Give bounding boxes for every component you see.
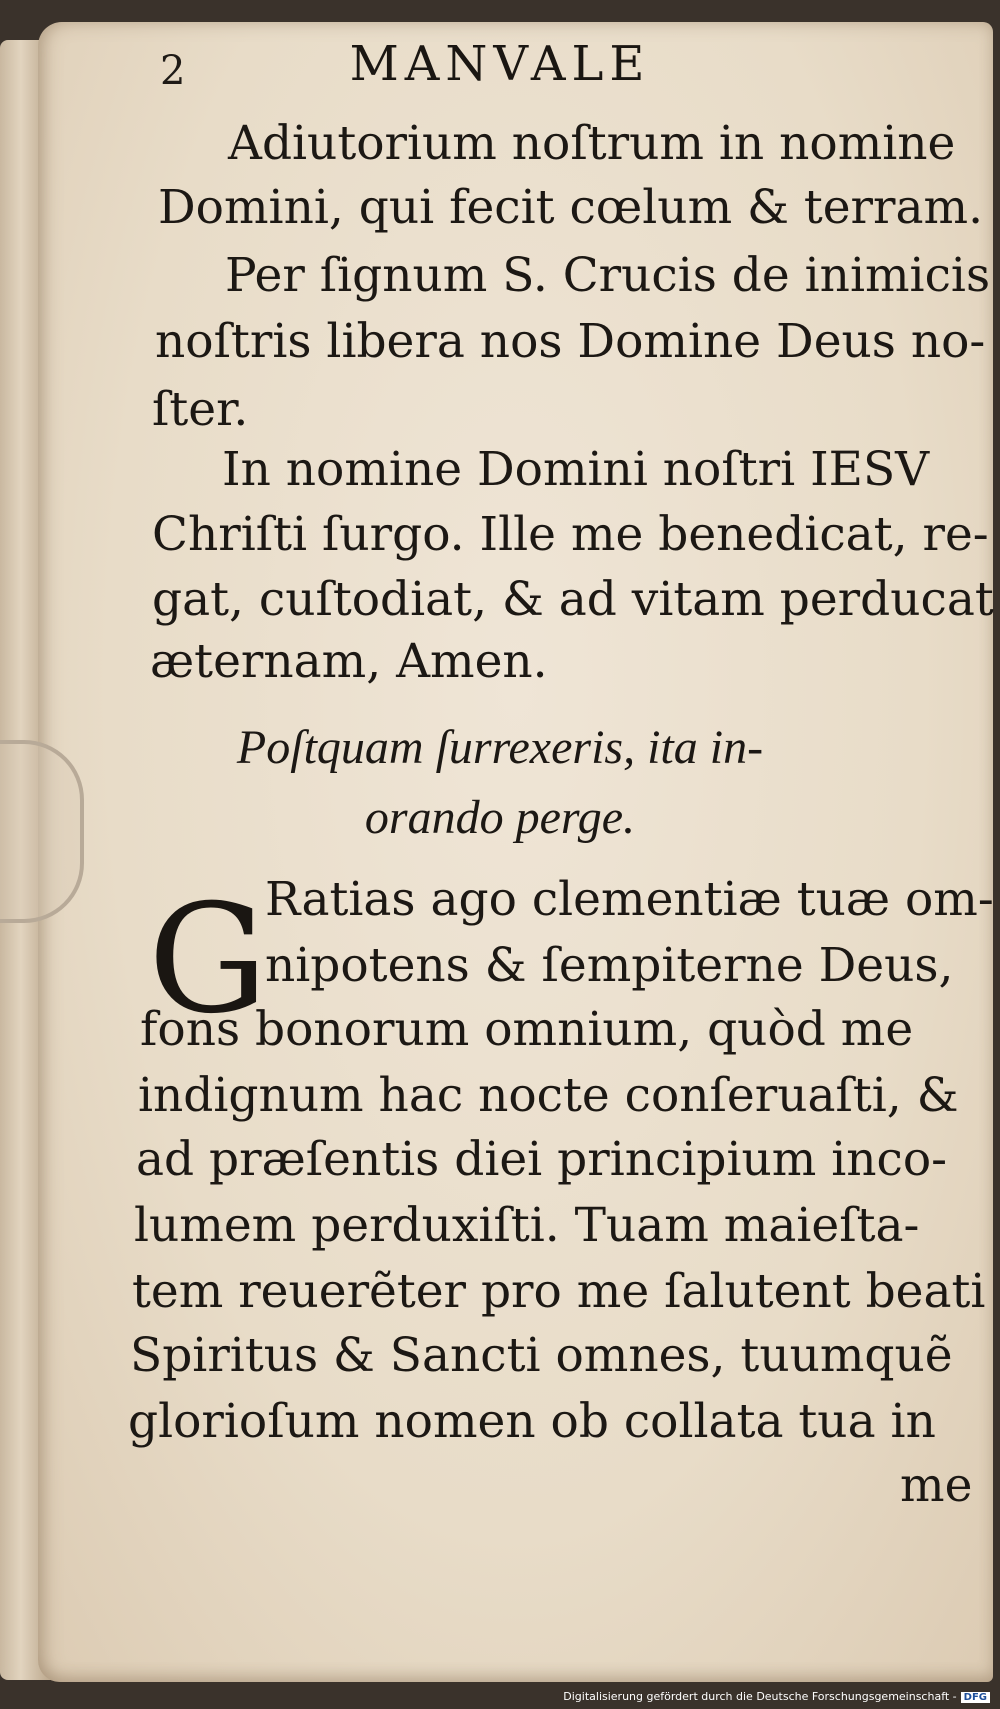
- text-line: æternam, Amen.: [150, 634, 548, 689]
- text-line: gat, cuſtodiat, & ad vitam perducat: [152, 572, 994, 627]
- credit-text: Digitalisierung gefördert durch die Deutsche Forschungsgemeinschaft -: [563, 1690, 957, 1703]
- text-line: Adiutorium noſtrum in nomine: [228, 116, 956, 171]
- text-line: Domini, qui fecit cœlum & terram.: [158, 180, 984, 235]
- text-line: Chriſti ſurgo. Ille me benedicat, re-: [152, 507, 989, 562]
- text-line: nipotens & ſempiterne Deus,: [265, 938, 954, 993]
- page-number: 2: [160, 48, 186, 94]
- text-line: tem reuerẽter pro me ſalutent beati: [132, 1264, 986, 1319]
- text-line: me: [900, 1458, 973, 1513]
- text-line: glorioſum nomen ob collata tua in: [128, 1394, 936, 1449]
- text-line: noſtris libera nos Domine Deus no-: [155, 314, 986, 369]
- text-line: lumem perduxiſti. Tuam maieſta-: [134, 1198, 920, 1253]
- text-line: Ratias ago clementiæ tuæ om-: [265, 872, 994, 927]
- digitization-credit: [563, 1690, 990, 1703]
- text-line: fons bonorum omnium, quòd me: [140, 1002, 914, 1057]
- text-line: ad præſentis diei principium inco-: [136, 1132, 948, 1187]
- dfg-logo: DFG: [961, 1692, 990, 1703]
- running-head: MANVALE: [349, 36, 651, 92]
- drop-cap-initial: G: [148, 873, 268, 1047]
- text-line: In nomine Domini noſtri IESV: [222, 442, 930, 497]
- text-line: indignum hac nocte conſeruaſti, &: [138, 1068, 959, 1123]
- text-line: Per ſignum S. Crucis de inimicis: [225, 248, 991, 303]
- section-heading: orando perge.: [364, 791, 636, 844]
- section-heading: Poſtquam ſurrexeris, ita in-: [236, 721, 764, 774]
- text-line: Spiritus & Sancti omnes, tuumquẽ: [130, 1328, 953, 1383]
- text-line: ſter.: [152, 382, 249, 437]
